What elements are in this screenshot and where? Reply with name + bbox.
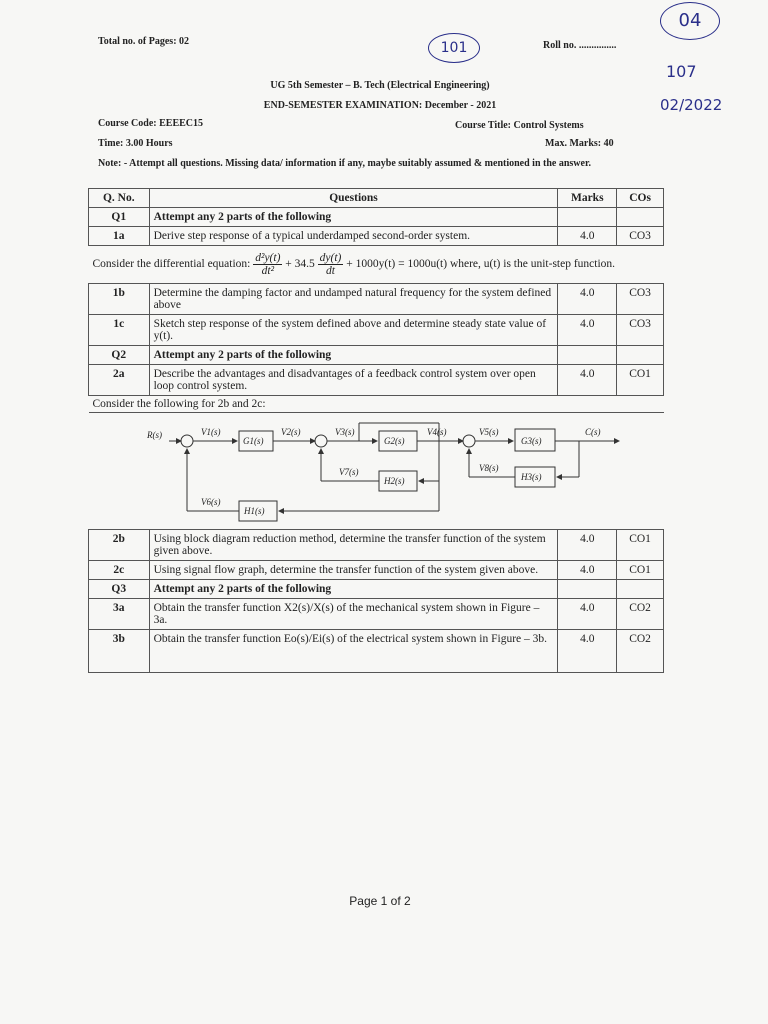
qno-cell: 2a [89, 365, 150, 396]
question-cell: Sketch step response of the system defined above and determine steady state value of y(t). [149, 315, 558, 346]
question-cell: Obtain the transfer function X2(s)/X(s) of the mechanical system shown in Figure – 3a. [149, 599, 558, 630]
handwritten-roll-value: 107 [666, 62, 697, 81]
header-qno: Q. No. [89, 189, 150, 208]
summing-junction-1 [181, 435, 193, 447]
signal-v3: V3(s) [334, 427, 354, 437]
qno-cell: Q2 [89, 346, 150, 365]
circled-101-text: 101 [440, 40, 468, 56]
course-title: Course Title: Control Systems [455, 120, 584, 131]
marks-cell: 4.0 [558, 315, 617, 346]
marks-cell [558, 208, 617, 227]
equation-lead: Consider the differential equation: [92, 258, 251, 271]
question-cell: Derive step response of a typical underdamped second-order system. [149, 227, 558, 246]
qno-cell: 2c [89, 561, 150, 580]
marks-cell: 4.0 [558, 365, 617, 396]
table-row [89, 530, 664, 561]
qno-cell: 1c [89, 315, 150, 346]
table-header-row [89, 189, 664, 208]
table-row [89, 284, 664, 315]
equation-fraction-2 [318, 252, 344, 277]
header-cos: COs [617, 189, 664, 208]
qno-cell: 2b [89, 530, 150, 561]
table-row [89, 315, 664, 346]
co-cell: CO1 [617, 561, 664, 580]
summing-junction-2 [315, 435, 327, 447]
fraction-2-denominator: dt [326, 265, 335, 277]
differential-equation [89, 246, 664, 284]
marks-cell: 4.0 [558, 599, 617, 630]
fraction-1-numerator: d²y(t) [255, 252, 281, 264]
roll-no: Roll no. ............... [543, 40, 617, 51]
exam-title: END-SEMESTER EXAMINATION: December - 2021 [263, 100, 497, 111]
note: Note: - Attempt all questions. Missing data/ information if any, maybe suitably assumed & mentioned in the answer. [98, 158, 591, 169]
co-cell: CO1 [617, 530, 664, 561]
header-marks: Marks [558, 189, 617, 208]
signal-v8: V8(s) [478, 463, 498, 473]
table-row [89, 561, 664, 580]
question-cell: Attempt any 2 parts of the following [149, 346, 558, 365]
marks-cell: 4.0 [558, 630, 617, 673]
co-cell: CO1 [617, 365, 664, 396]
block-diagram-cell [89, 413, 664, 530]
qno-cell: 3a [89, 599, 150, 630]
block-g3-label: G3(s) [520, 436, 541, 446]
table-row [89, 227, 664, 246]
qno-cell: 1a [89, 227, 150, 246]
co-cell: CO2 [617, 599, 664, 630]
table-row [89, 365, 664, 396]
header-questions: Questions [149, 189, 558, 208]
block-h1-label: H1(s) [243, 506, 264, 516]
block-g1-label: G1(s) [242, 436, 263, 446]
consider-2bc: Consider the following for 2b and 2c: [89, 396, 664, 413]
question-cell: Determine the damping factor and undamped natural frequency for the system defined above [149, 284, 558, 315]
qno-cell: 3b [89, 630, 150, 673]
equation-where: where, u(t) is the unit-step function. [449, 258, 616, 271]
block-diagram [89, 413, 663, 529]
question-cell: Using signal flow graph, determine the transfer function of the system given above. [149, 561, 558, 580]
signal-v1: V1(s) [200, 427, 220, 437]
signal-c: C(s) [584, 427, 600, 437]
co-cell: CO3 [617, 284, 664, 315]
page-number: Page 1 of 2 [349, 894, 411, 908]
exam-time: Time: 3.00 Hours [98, 138, 173, 149]
fraction-2-numerator: dy(t) [319, 252, 342, 264]
table-row [89, 580, 664, 599]
circled-04-text: 04 [678, 10, 702, 31]
exam-table [88, 188, 664, 673]
max-marks: Max. Marks: 40 [545, 138, 614, 149]
total-pages: Total no. of Pages: 02 [98, 36, 190, 47]
signal-r: R(s) [146, 430, 162, 440]
table-row [89, 630, 664, 673]
question-cell: Describe the advantages and disadvantages of a feedback control system over open loop control system. [149, 365, 558, 396]
qno-cell: Q3 [89, 580, 150, 599]
question-cell: Attempt any 2 parts of the following [149, 580, 558, 599]
question-cell: Attempt any 2 parts of the following [149, 208, 558, 227]
signal-v5: V5(s) [478, 427, 498, 437]
marks-cell: 4.0 [558, 561, 617, 580]
signal-v7: V7(s) [338, 467, 358, 477]
co-cell: CO2 [617, 630, 664, 673]
co-cell [617, 580, 664, 599]
marks-cell: 4.0 [558, 227, 617, 246]
marks-cell [558, 580, 617, 599]
summing-junction-3 [463, 435, 475, 447]
marks-cell [558, 346, 617, 365]
signal-v4: V4(s) [426, 427, 446, 437]
block-h3-label: H3(s) [520, 472, 541, 482]
handwritten-date: 02/2022 [660, 96, 723, 114]
equation-mid: + 34.5 [285, 258, 315, 271]
table-row [89, 599, 664, 630]
marks-cell: 4.0 [558, 530, 617, 561]
diagram-caption-row [89, 396, 664, 413]
qno-cell: 1b [89, 284, 150, 315]
question-cell: Obtain the transfer function Eo(s)/Ei(s) of the electrical system shown in Figure – 3b. [149, 630, 558, 673]
block-g2-label: G2(s) [383, 436, 404, 446]
table-row [89, 346, 664, 365]
diagram-row [89, 413, 664, 530]
equation-fraction-1 [253, 252, 282, 277]
course-code: Course Code: EEEEC15 [98, 118, 204, 129]
marks-cell: 4.0 [558, 284, 617, 315]
co-cell: CO3 [617, 315, 664, 346]
co-cell: CO3 [617, 227, 664, 246]
semester-title: UG 5th Semester – B. Tech (Electrical Engineering) [270, 80, 490, 91]
equation-tail: + 1000y(t) = 1000u(t) [346, 258, 448, 271]
fraction-1-denominator: dt² [261, 265, 275, 277]
handwritten-circled-101 [428, 33, 480, 63]
signal-v2: V2(s) [280, 427, 300, 437]
signal-v6: V6(s) [200, 497, 220, 507]
equation-row [89, 246, 664, 284]
co-cell [617, 346, 664, 365]
table-row [89, 208, 664, 227]
question-cell: Using block diagram reduction method, determine the transfer function of the system given above. [149, 530, 558, 561]
block-h2-label: H2(s) [383, 476, 404, 486]
co-cell [617, 208, 664, 227]
qno-cell: Q1 [89, 208, 150, 227]
handwritten-circled-04 [660, 2, 720, 40]
